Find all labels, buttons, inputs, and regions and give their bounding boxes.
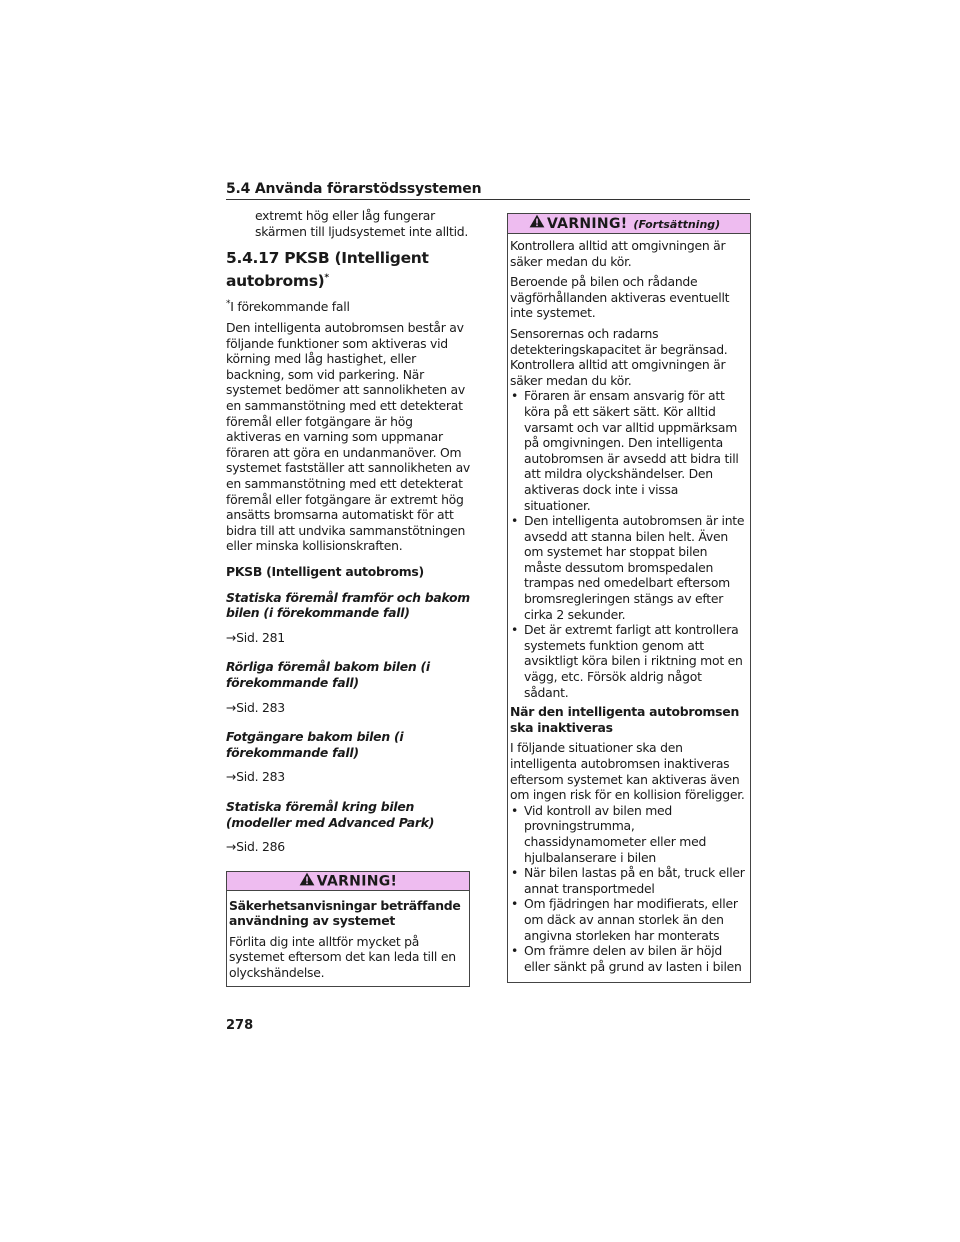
list-item: • Vid kontroll av bilen med provningstrumma, chassidynamometer eller med hjulbalanserare i bilen (510, 803, 748, 865)
inactivation-subheading: När den intelligenta autobromsen ska inaktiveras (510, 704, 740, 735)
warning-paragraph: Sensorernas och radarns detekteringskapacitet är begränsad. Kontrollera alltid att omgivningen är säker medan du kör. (510, 325, 728, 388)
reference-title: Rörliga föremål bakom bilen (i förekommande fall) (226, 659, 430, 690)
warning-subtitle: Säkerhetsanvisningar beträffande användning av systemet (229, 897, 461, 929)
reference-title: Fotgängare bakom bilen (i förekommande fall) (226, 729, 404, 760)
pksb-subheading: PKSB (Intelligent autobroms) (226, 563, 424, 579)
page-reference-link[interactable]: →Sid. 283 (226, 699, 285, 715)
page-number: 278 (226, 1018, 254, 1033)
warning-body (508, 234, 750, 982)
page-reference-link[interactable]: →Sid. 281 (226, 629, 285, 645)
warning-box (226, 871, 470, 987)
footnote-marker: * (226, 299, 231, 310)
footnote (226, 297, 470, 315)
section-heading-marker: * (324, 273, 329, 284)
warning-header (227, 872, 469, 891)
list-item: • Föraren är ensam ansvarig för att köra på ett säkert sätt. Kör alltid varsamt och var alltid uppmärksam på omgivningen. Den intelligenta autobromsen är avsedd att bidra till att mildra olyckshändelser. Den aktiveras dock inte i vissa situationer. (510, 388, 748, 513)
page-reference-link[interactable]: →Sid. 286 (226, 839, 285, 855)
arrow-icon: → (226, 769, 237, 785)
warning-bullet-list (510, 388, 748, 700)
inactivation-bullet-list (510, 803, 748, 975)
continuation-label: (Fortsättning) (633, 218, 721, 231)
left-column (226, 208, 470, 987)
warning-box-continued (507, 213, 751, 983)
intro-continuation: extremt hög eller låg fungerar skärmen till ljudsystemet inte alltid. (255, 208, 469, 239)
section-header (226, 178, 750, 200)
warning-triangle-icon (529, 214, 545, 234)
footnote-text: I förekommande fall (230, 299, 350, 315)
list-item: • Om fjädringen har modifierats, eller om däck av annan storlek än den angivna storleken har monterats (510, 896, 748, 943)
warning-triangle-icon (299, 872, 315, 891)
reference-title: Statiska föremål kring bilen (modeller med Advanced Park) (226, 798, 435, 830)
warning-body (227, 891, 469, 986)
warning-paragraph: Kontrollera alltid att omgivningen är säker medan du kör. (510, 238, 726, 269)
warning-title: VARNING! (547, 216, 628, 232)
list-item: • Den intelligenta autobromsen är inte avsedd att stanna bilen helt. Även om systemet har stoppat bilen måste dessutom bromspedalen trampas ned omedelbart eftersom bromsregleringen stängs av efter cirka 2 sekunder. (510, 513, 748, 622)
warning-header (508, 214, 750, 234)
intro-body: Den intelligenta autobromsen består av följande funktioner som aktiveras vid körning med låg hastighet, eller backning, som vid parkering. När systemet bedömer att sannolikheten av en sammanstötning med ett detekterat föremål eller fotgängare är hög aktiveras en varning som uppmanar föraren att göra en undanmanöver. Om systemet fastställer att sannolikheten av en sammanstötning med ett detekterat föremål eller fotgängare är extremt hög ansätts bromsarna automatiskt för att bidra till att undvika sammanstötningen eller minska kollisionskraften. (226, 320, 471, 554)
page-reference-link[interactable]: →Sid. 283 (226, 769, 285, 785)
arrow-icon: → (226, 629, 237, 645)
list-item: • Det är extremt farligt att kontrollera systemets funktion genom att avsiktligt köra bilen i riktning mot en vägg, etc. Försök aldrig något sådant. (510, 622, 748, 700)
right-column (507, 213, 751, 983)
inactivation-paragraph: I följande situationer ska den intelligenta autobromsen inaktiveras eftersom systemet kan aktiveras även om ingen risk för en kollision föreligger. (510, 740, 745, 803)
arrow-icon: → (226, 839, 237, 855)
reference-title: Statiska föremål framför och bakom bilen (i förekommande fall) (226, 589, 470, 621)
section-heading (226, 248, 470, 291)
list-item: • När bilen lastas på en båt, truck eller annat transportmedel (510, 865, 748, 896)
section-heading-text: 5.4.17 PKSB (Intelligent autobroms) (226, 249, 429, 291)
section-header-title: 5.4 Använda förarstödssystemen (226, 181, 482, 197)
warning-paragraph: Beroende på bilen och rådande vägförhållanden aktiveras eventuellt inte systemet. (510, 274, 730, 321)
list-item: • Om främre delen av bilen är höjd eller sänkt på grund av lasten i bilen (510, 943, 748, 974)
warning-text: Förlita dig inte alltför mycket på systemet eftersom det kan leda till en olyckshändelse. (229, 933, 456, 981)
arrow-icon: → (226, 699, 237, 715)
warning-title: VARNING! (316, 873, 398, 890)
